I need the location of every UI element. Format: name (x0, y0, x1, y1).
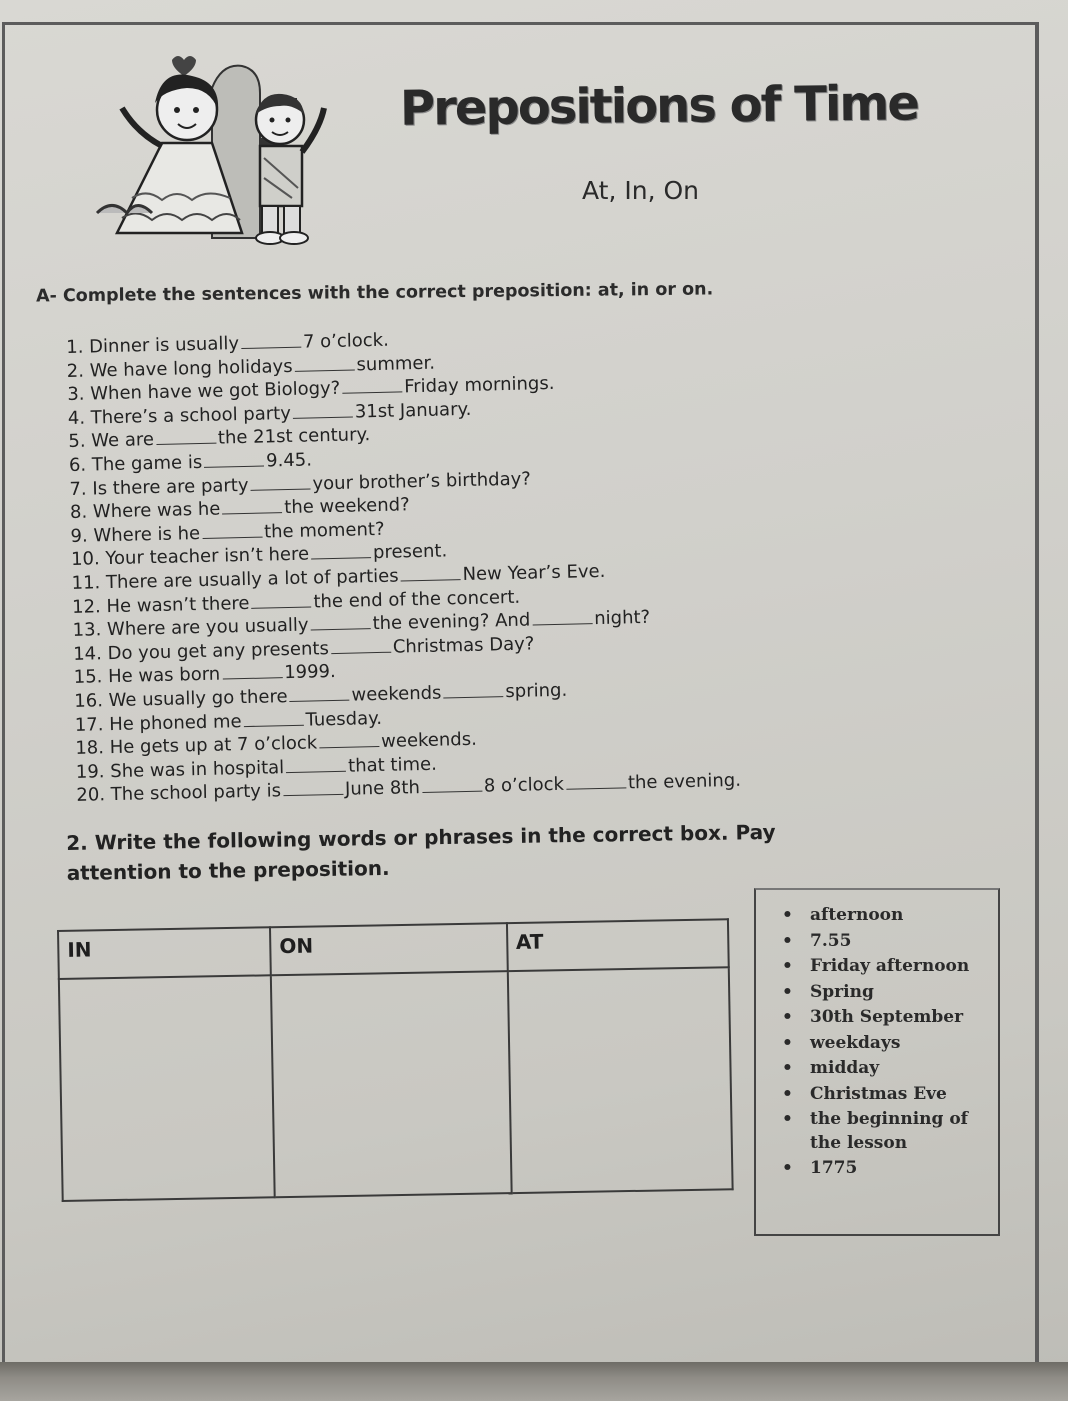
sentence-number: 13. (72, 619, 102, 642)
answer-blank[interactable] (400, 565, 460, 581)
box-on[interactable] (271, 971, 511, 1197)
sentence-number: 10. (70, 548, 100, 571)
section-2-instruction-line1: 2. Write the following words or phrases in the correct box. Pay (66, 819, 776, 855)
sentence-number: 1. (66, 336, 84, 358)
sentence-text: weekends. (380, 728, 478, 753)
sentence-number: 19. (75, 760, 105, 783)
sentence-text: Where is he (93, 522, 201, 547)
answer-blank[interactable] (241, 333, 301, 349)
answer-blank[interactable] (243, 710, 303, 726)
sentence-text: 7 o’clock. (302, 329, 390, 353)
word-bank-item[interactable]: • 1775 (774, 1157, 998, 1181)
sentence-text: New Year’s Eve. (462, 560, 606, 585)
box-at[interactable] (507, 967, 732, 1193)
answer-blank[interactable] (222, 498, 282, 514)
header-in: IN (58, 927, 271, 979)
sentence-text: There are usually a lot of parties (105, 565, 399, 594)
section-2-instruction (66, 817, 776, 888)
answer-blank[interactable] (293, 402, 353, 418)
sentence-text: spring. (505, 679, 568, 703)
sentence-text: He wasn’t there (106, 592, 250, 617)
sentence-number: 12. (71, 595, 102, 618)
sentence-number: 11. (71, 572, 101, 594)
word-bank-item[interactable]: • midday (774, 1057, 998, 1081)
sentence-number: 15. (73, 666, 103, 689)
sentence-text: Christmas Day? (392, 633, 535, 658)
sentence-text: that time. (347, 753, 438, 777)
answer-blank[interactable] (202, 522, 262, 538)
answer-blank[interactable] (286, 756, 346, 772)
sentence-text: She was in hospital (110, 756, 285, 782)
word-bank-item[interactable]: • Friday afternoon (774, 955, 998, 979)
answer-blank[interactable] (342, 378, 402, 394)
word-bank-item[interactable]: • afternoon (774, 904, 998, 928)
sentence-text: Dinner is usually (88, 333, 240, 358)
section-2-instruction-line2: attention to the preposition. (66, 855, 390, 885)
sentence-number: 18. (75, 737, 105, 759)
answer-table-wrap (57, 918, 734, 1202)
sentence-number: 16. (74, 690, 104, 712)
sentence-text: weekends (351, 682, 442, 706)
header-at: AT (506, 919, 728, 971)
sentence-number: 6. (68, 454, 87, 476)
word-bank-list (756, 890, 998, 1181)
sentence-text: the weekend? (284, 494, 410, 519)
sentence-text: summer. (356, 352, 436, 376)
page-title: Prepositions of Time (399, 75, 919, 137)
sentence-text: 8 o’clock (483, 774, 565, 797)
word-bank-item[interactable]: • 7.55 (774, 930, 998, 954)
answer-blank[interactable] (331, 637, 391, 653)
answer-blank[interactable] (222, 663, 282, 679)
sentence-text: 31st January. (354, 398, 472, 423)
sentence-text: The school party is (110, 780, 282, 806)
sentence-number: 9. (70, 525, 88, 547)
sentence-text: When have we got Biology? (90, 377, 341, 405)
answer-blank[interactable] (422, 777, 482, 793)
word-bank-item[interactable]: • 30th September (774, 1006, 998, 1030)
page-subtitle: At, In, On (582, 176, 699, 205)
sentence-text: The game is (91, 451, 203, 476)
word-bank-item[interactable]: • Spring (774, 981, 998, 1005)
sentence-text: your brother’s birthday? (312, 468, 532, 495)
sentence-text: Where are you usually (106, 614, 309, 641)
sentence-number: 3. (67, 383, 85, 406)
sentence-text: the 21st century. (217, 424, 371, 449)
sentence-text: the moment? (263, 518, 385, 543)
answer-blank[interactable] (311, 543, 371, 559)
word-bank-item[interactable]: • Christmas Eve (774, 1083, 998, 1107)
table-surface (0, 1362, 1068, 1401)
sentence-text: present. (372, 540, 448, 564)
answer-blank[interactable] (289, 686, 349, 702)
sentence-text: Your teacher isn’t here (105, 543, 310, 570)
sentence-text: Friday mornings. (403, 373, 555, 398)
sentence-number: 17. (74, 713, 104, 736)
sentence-number: 14. (72, 642, 103, 665)
sentence-text: Tuesday. (305, 707, 383, 731)
answer-blank[interactable] (532, 609, 592, 625)
answer-table (57, 918, 734, 1202)
sentence-text: We are (91, 429, 155, 452)
sentence-text: Where was he (92, 498, 221, 523)
sentence-text: We have long holidays (89, 355, 293, 382)
sentence-text: There’s a school party (90, 402, 292, 429)
sentence-text: night? (594, 606, 651, 630)
answer-blank[interactable] (283, 780, 343, 796)
answer-blank[interactable] (204, 452, 264, 468)
sentence-text: 1999. (283, 661, 336, 684)
sentence-number: 5. (68, 430, 86, 453)
sentence-text: Do you get any presents (107, 637, 330, 664)
word-bank-item[interactable]: • weekdays (774, 1032, 998, 1056)
word-bank-item[interactable]: • the beginning of the lesson (774, 1108, 998, 1155)
sentence-text: He phoned me (108, 710, 242, 735)
sentence-text: the evening. (627, 770, 742, 794)
answer-blank[interactable] (294, 355, 354, 371)
sentence-text: 9.45. (265, 449, 313, 472)
answer-blank[interactable] (251, 592, 311, 608)
box-in[interactable] (59, 975, 275, 1201)
sentence-number: 7. (69, 478, 87, 500)
answer-blank[interactable] (250, 474, 310, 490)
answer-blank[interactable] (156, 429, 216, 445)
sentence-list (66, 316, 976, 808)
answer-blank[interactable] (310, 614, 370, 630)
word-bank (754, 888, 1000, 1236)
sentence-text: June 8th (344, 777, 421, 801)
sentence-text: We usually go there (108, 685, 288, 712)
kids-clipart (92, 48, 362, 248)
section-a-instruction: A- Complete the sentences with the correct preposition: at, in or on. (35, 279, 714, 307)
header-on: ON (270, 923, 507, 975)
sentence-number: 20. (76, 784, 106, 807)
sentence-number: 4. (67, 407, 86, 429)
answer-blank[interactable] (443, 682, 503, 698)
answer-blank[interactable] (566, 774, 626, 790)
answer-blank[interactable] (319, 732, 379, 748)
sentence-text: Is there are party (92, 474, 249, 500)
sentence-text: He gets up at 7 o’clock (109, 732, 318, 759)
sentence-number: 2. (66, 360, 85, 382)
sentence-text: He was born (107, 663, 221, 688)
sentence-text: the evening? And (372, 609, 531, 635)
sentence-text: the end of the concert. (313, 586, 521, 612)
sentence-number: 8. (69, 501, 88, 524)
